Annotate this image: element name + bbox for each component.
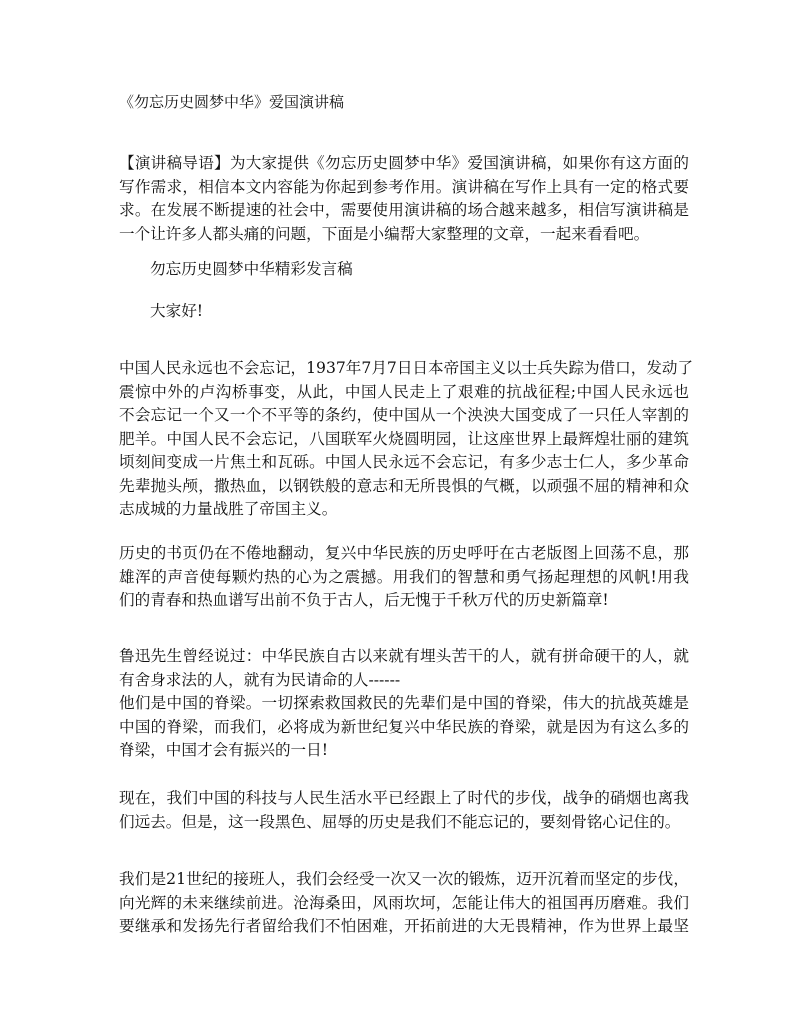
paragraph-5-line: 要继承和发扬先行者留给我们不怕困难，开拓前进的大无畏精神，作为世界上最坚 <box>119 917 689 935</box>
paragraph-3-line: 他们是中国的脊梁。一切探索救国救民的先辈们是中国的脊梁，伟大的抗战英雄是 <box>119 694 689 712</box>
paragraph-1-line: 肥羊。中国人民不会忘记，八国联军火烧圆明园，让这座世界上最辉煌壮丽的建筑 <box>119 429 689 448</box>
paragraph-1-line: 顷刻间变成一片焦土和瓦砾。中国人民永远不会忘记，有多少志士仁人，多少革命 <box>119 453 689 471</box>
intro-line: 一个让许多人都头痛的问题，下面是小编帮大家整理的文章，一起来看看吧。 <box>119 224 650 243</box>
intro-paragraph <box>119 152 689 246</box>
paragraph-5-line: 我们是21世纪的接班人，我们会经受一次又一次的锻炼，迈开沉着而坚定的步伐， <box>119 870 689 888</box>
paragraph-2-line: 们的青春和热血谱写出前不负于古人，后无愧于千秋万代的历史新篇章! <box>119 591 609 609</box>
paragraph-1-line: 中国人民永远也不会忘记，1937年7月7日日本帝国主义以士兵失踪为借口，发动了 <box>119 359 694 377</box>
paragraph-1-line: 震惊中外的卢沟桥事变，从此，中国人民走上了艰难的抗战征程;中国人民永远也 <box>119 382 689 401</box>
paragraph-1 <box>119 357 694 522</box>
paragraph-2-line: 历史的书页仍在不倦地翻动，复兴中华民族的历史呼吁在古老版图上回荡不息，那 <box>119 544 689 562</box>
paragraph-3 <box>119 645 689 763</box>
paragraph-5-line: 向光辉的未来继续前进。沧海桑田，风雨坎坷，怎能让伟大的祖国再历磨难。我们 <box>119 893 689 912</box>
paragraph-3-line: 脊梁，中国才会有振兴的一日! <box>119 741 328 759</box>
intro-line: 写作需求，相信本文内容能为你起到参考作用。演讲稿在写作上具有一定的格式要 <box>119 177 689 196</box>
paragraph-2 <box>119 542 689 613</box>
paragraph-5 <box>119 868 689 939</box>
paragraph-2-line: 雄浑的声音使每颗灼热的心为之震撼。用我们的智慧和勇气扬起理想的风帆!用我 <box>119 567 689 586</box>
paragraph-3-line: 有舍身求法的人，就有为民请命的人------ <box>119 670 401 689</box>
intro-line: 求。在发展不断提速的社会中，需要使用演讲稿的场合越来越多，相信写演讲稿是 <box>119 201 689 219</box>
paragraph-4-line: 们远去。但是，这一段黑色、屈辱的历史是我们不能忘记的，要刻骨铭心记住的。 <box>119 812 681 831</box>
greeting: 大家好! <box>150 302 204 320</box>
document-title: 《勿忘历史圆梦中华》爱国演讲稿 <box>119 93 345 111</box>
paragraph-3-line: 中国的脊梁，而我们，必将成为新世纪复兴中华民族的脊梁，就是因为有这么多的 <box>119 717 689 736</box>
intro-line: 【演讲稿导语】为大家提供《勿忘历史圆梦中华》爱国演讲稿，如果你有这方面的 <box>119 154 689 172</box>
speech-subtitle: 勿忘历史圆梦中华精彩发言稿 <box>150 260 353 278</box>
paragraph-4-line: 现在，我们中国的科技与人民生活水平已经跟上了时代的步伐，战争的硝烟也离我 <box>119 789 689 807</box>
paragraph-1-line: 先辈抛头颅，撒热血，以钢铁般的意志和无所畏惧的气概，以顽强不屈的精神和众 <box>119 476 689 495</box>
paragraph-4 <box>119 787 689 834</box>
paragraph-1-line: 不会忘记一个又一个不平等的条约，使中国从一个泱泱大国变成了一只任人宰割的 <box>119 406 689 424</box>
paragraph-1-line: 志成城的力量战胜了帝国主义。 <box>119 500 338 518</box>
paragraph-3-line: 鲁迅先生曾经说过：中华民族自古以来就有埋头苦干的人，就有拼命硬干的人，就 <box>119 647 689 665</box>
